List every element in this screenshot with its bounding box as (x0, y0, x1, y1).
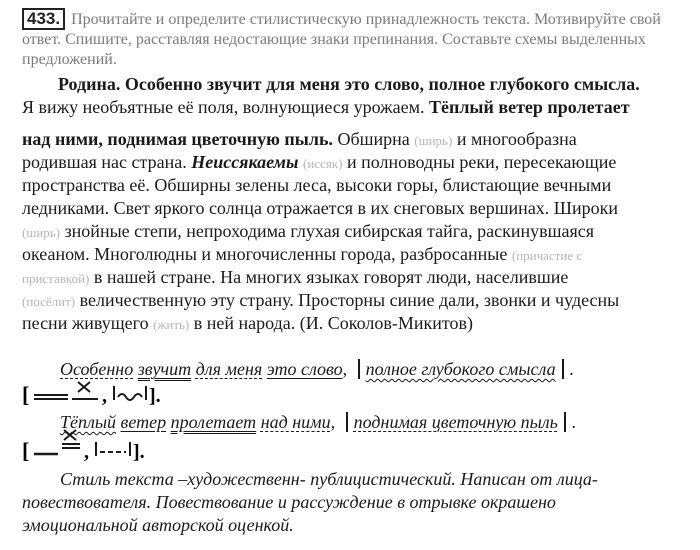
comma: , (342, 359, 348, 379)
text-line-9 (22, 266, 694, 290)
scheme-close: ]. (149, 385, 161, 407)
adverbial: Особенно (60, 359, 134, 379)
bracket-bar (564, 412, 566, 432)
participial-phrase: полное глубокого смысла (365, 359, 556, 379)
hint: (иссяк) (303, 156, 343, 171)
text-line-8 (22, 243, 694, 267)
hint: приставкой) (22, 271, 90, 286)
conclusion-line-1: Стиль текста –художественн- публицистический. Написан от лица- (60, 469, 598, 489)
text-fragment: Я вижу необъятные её поля, волнующиеся урожаем. (22, 97, 429, 117)
text-line-3 (22, 128, 694, 152)
text-line-6 (22, 197, 694, 220)
highlighted-sentence-2-part: Тёплый ветер пролетает (428, 97, 630, 117)
adverbial: над ними (260, 412, 331, 432)
predicate: пролетает (170, 412, 257, 432)
text-line-7 (22, 220, 694, 244)
text-fragment: в нашей стране. На многих языках говорят люди, населившие (89, 267, 569, 287)
hint: (причастие с (511, 248, 583, 263)
period: . (569, 359, 575, 379)
text-line-1 (22, 73, 694, 96)
adverbial-phrase: поднимая цветочную пыль (353, 412, 558, 432)
conclusion-line-3: эмоциональной авторской оценкой. (22, 515, 294, 535)
bracket-bar (346, 412, 348, 432)
hint: (посёлит) (22, 294, 76, 309)
hint: (ширь) (22, 225, 61, 240)
text-fragment: и полноводны реки, пересекающие (342, 152, 617, 172)
text-fragment: ледниками. Свет яркого солнца отражается в их снеговых вершинах. Широки (22, 198, 618, 218)
bracket-bar (358, 359, 360, 379)
bracket-bar (562, 359, 564, 379)
object: для меня (195, 359, 263, 379)
scheme-comma: , (102, 385, 107, 407)
scheme-1 (22, 378, 182, 408)
text-fragment: океаном. Многолюдны и многочисленны города, разбросанные (22, 244, 512, 264)
text-fragment: Родина. (58, 74, 125, 94)
comma: , (330, 412, 336, 432)
text-fragment: в ней народа. (И. Соколов-Микитов) (189, 313, 473, 333)
text-fragment: Обширна (332, 129, 415, 149)
scheme-comma: , (84, 441, 89, 463)
text-fragment: пространства её. Обширны зелены леса, высоки горы, блистающие вечными (22, 175, 612, 195)
period: . (571, 412, 577, 432)
text-line-10 (22, 289, 694, 313)
subject: ветер (120, 412, 167, 432)
text-fragment: знойные степи, непроходима глухая сибирская тайга, раскинувшаяся (60, 221, 595, 241)
attribute: Тёплый (60, 412, 117, 432)
scheme-close: ]. (133, 441, 145, 463)
text-fragment-emph: Неиссякаемы (191, 152, 299, 172)
text-line-4 (22, 151, 694, 175)
exercise-number: 433. (22, 8, 65, 30)
highlighted-sentence-2-end: над ними, поднимая цветочную пыль. (22, 129, 333, 149)
scheme-wavy (118, 394, 142, 400)
highlighted-sentence-1: Особенно звучит для меня это слово, полное глубокого смысла. (124, 74, 640, 94)
predicate: звучит (137, 359, 192, 379)
text-fragment: величественную эту страну. Просторны синие дали, звонки и чудесны (75, 290, 620, 310)
scheme-2 (22, 428, 182, 464)
text-line-5 (22, 174, 694, 197)
text-fragment: и многообразна (452, 129, 577, 149)
subject: это слово (266, 359, 343, 379)
text-line-11 (22, 312, 694, 336)
hint: (жить) (153, 317, 190, 332)
conclusion-line-2: повествователя. Повествование и рассуждение в отрывке окрашено (22, 492, 556, 512)
text-fragment: родившая нас страна. (22, 152, 192, 172)
exercise-instruction-block (22, 8, 692, 70)
hint: (ширь) (414, 133, 453, 148)
text-line-2 (22, 96, 694, 119)
exercise-instruction: Прочитайте и определите стилистическую принадлежность текста. Мотивируйте свой ответ. Спишите, расставляя недостающие знаки препинания. Составьте схемы выделенных предложений. (22, 11, 661, 68)
scheme-bracket: [ (22, 382, 30, 407)
text-fragment: песни живущего (22, 313, 154, 333)
scheme-bracket: [ (22, 438, 30, 463)
